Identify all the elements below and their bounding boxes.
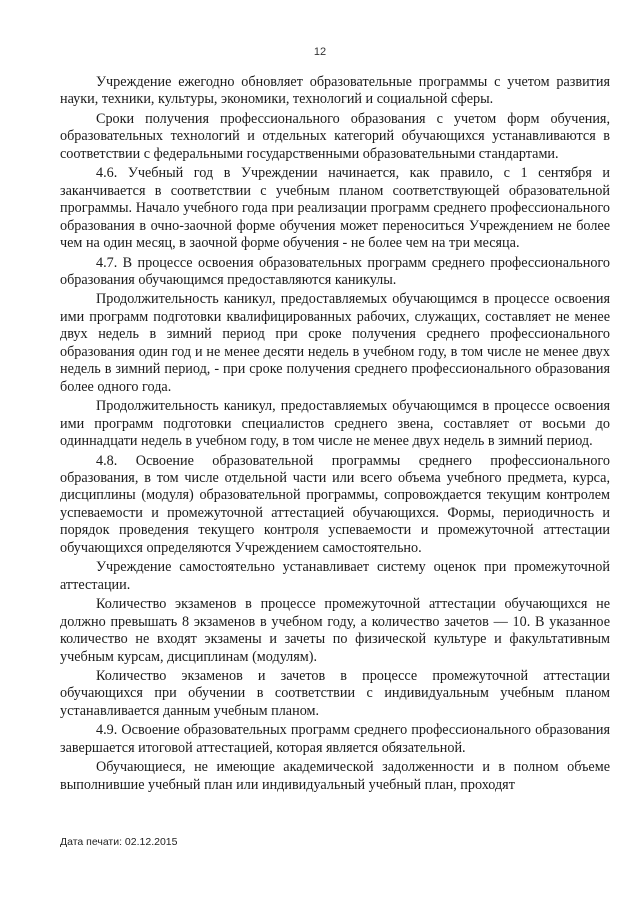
paragraph: 4.9. Освоение образовательных программ среднего профессионального образования завершается итоговой аттестацией, которая является обязательной.	[60, 722, 610, 756]
paragraph: Учреждение самостоятельно устанавливает систему оценок при промежуточной аттестации.	[60, 559, 610, 593]
paragraph: Обучающиеся, не имеющие академической задолженности и в полном объеме выполнившие учебный план или индивидуальный учебный план, проходят	[60, 759, 610, 793]
paragraph: Учреждение ежегодно обновляет образовательные программы с учетом развития науки, техники, культуры, экономики, технологий и социальной сферы.	[60, 74, 610, 108]
document-body	[60, 74, 610, 796]
page-number: 12	[313, 46, 327, 58]
paragraph: 4.8. Освоение образовательной программы среднего профессионального образования, в том числе отдельной части или всего объема учебного предмета, курса, дисциплины (модуля) образовательной программы, сопровождается текущим контролем успеваемости и промежуточной аттестацией обучающихся. Формы, периодичность и порядок проведения текущего контроля успеваемости и промежуточной аттестации обучающихся определяются Учреждением самостоятельно.	[60, 452, 610, 556]
paragraph: Количество экзаменов и зачетов в процессе промежуточной аттестации обучающихся при обучении в соответствии с индивидуальным учебным планом устанавливается данным учебным планом.	[60, 667, 610, 719]
print-date: Дата печати: 02.12.2015	[60, 836, 178, 848]
paragraph: Продолжительность каникул, предоставляемых обучающимся в процессе освоения ими программ подготовки специалистов среднего звена, составляет от восьми до одиннадцати недель в учебном году, в том числе не менее двух недель в зимний период.	[60, 398, 610, 450]
paragraph: Количество экзаменов в процессе промежуточной аттестации обучающихся не должно превышать 8 экзаменов в учебном году, а количество зачетов — 10. В указанное количество не входят экзамены и зачеты по физической культуре и факультативным учебным курсам, дисциплинам (модулям).	[60, 596, 610, 665]
paragraph: 4.6. Учебный год в Учреждении начинается, как правило, с 1 сентября и заканчивается в соответствии с учебным планом соответствующей образовательной программы. Начало учебного года при реализации программ среднего профессионального образования в очно-заочной форме обучения может переноситься Учреждением не более чем на один месяц, в заочной форме обучения - не более чем на три месяца.	[60, 165, 610, 252]
paragraph: Сроки получения профессионального образования с учетом форм обучения, образовательных технологий и отдельных категорий обучающихся устанавливаются в соответствии с федеральными государственными образовательными стандартами.	[60, 110, 610, 162]
paragraph: 4.7. В процессе освоения образовательных программ среднего профессионального образования обучающимся предоставляются каникулы.	[60, 254, 610, 288]
paragraph: Продолжительность каникул, предоставляемых обучающимся в процессе освоения ими программ подготовки квалифицированных рабочих, служащих, составляет не менее двух недель в зимний период при сроке получения среднего профессионального образования один год и не менее десяти недель в учебном году, в том числе не менее двух недель в зимний период, - при сроке получения среднего профессионального образования более одного года.	[60, 291, 610, 395]
